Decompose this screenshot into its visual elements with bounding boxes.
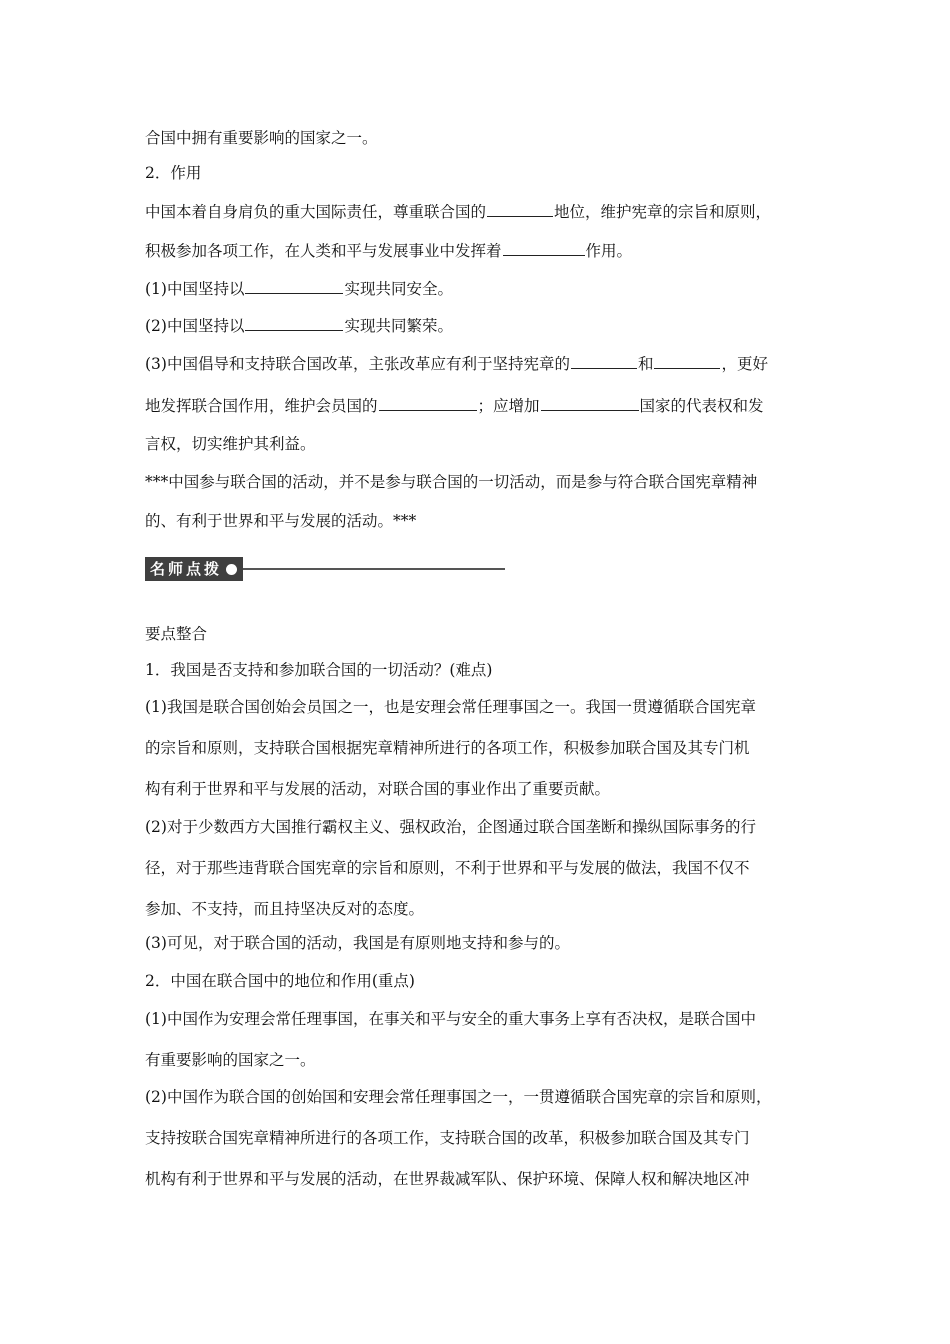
text-line: (2)对于少数西方大国推行霸权主义、强权政治，企图通过联合国垄断和操纵国际事务的行	[145, 818, 756, 836]
text-line: (2)中国作为联合国的创始国和安理会常任理事国之一，一贯遵循联合国宪章的宗旨和原则，	[145, 1088, 772, 1106]
text-segment: (1)中国坚持以	[145, 280, 245, 298]
fill-blank	[487, 201, 553, 217]
fill-blank	[379, 395, 477, 411]
note-line: 的、有利于世界和平与发展的活动。***	[145, 512, 417, 530]
banner-label-box	[145, 557, 243, 581]
text-line-with-blank	[145, 315, 453, 336]
question-heading: 2．中国在联合国中的地位和作用(重点)	[145, 972, 415, 990]
text-segment: 实现共同繁荣。	[344, 317, 453, 335]
text-segment: ，更好	[721, 355, 768, 373]
fill-blank	[245, 278, 343, 294]
text-segment: ；应增加	[477, 397, 540, 415]
fill-blank	[245, 315, 343, 331]
text-segment: 中国本着自身肩负的重大国际责任，尊重联合国的	[145, 203, 487, 221]
text-line: 参加、不支持，而且持坚决反对的态度。	[145, 900, 425, 918]
text-line-with-blank	[145, 201, 771, 222]
note-line: ***中国参与联合国的活动，并不是参与联合国的一切活动，而是参与符合联合国宪章精神	[145, 473, 758, 491]
text-segment: 国家的代表权和发	[639, 397, 764, 415]
fill-blank	[503, 240, 585, 256]
text-segment: 地发挥联合国作用，维护会员国的	[145, 397, 378, 415]
text-segment: 实现共同安全。	[344, 280, 453, 298]
text-line: 的宗旨和原则，支持联合国根据宪章精神所进行的各项工作，积极参加联合国及其专门机	[145, 739, 750, 757]
banner-label: 名师点拨	[150, 560, 223, 578]
text-line: (3)可见，对于联合国的活动，我国是有原则地支持和参与的。	[145, 934, 570, 952]
text-line: (1)中国作为安理会常任理事国，在事关和平与安全的重大事务上享有否决权，是联合国中	[145, 1010, 756, 1028]
text-segment: 地位，维护宪章的宗旨和原则，	[554, 203, 772, 221]
banner-rule-line	[243, 568, 505, 570]
text-line: 径，对于那些违背联合国宪章的宗旨和原则，不利于世界和平与发展的做法，我国不仅不	[145, 859, 750, 877]
text-line: 支持按联合国宪章精神所进行的各项工作，支持联合国的改革，积极参加联合国及其专门	[145, 1129, 750, 1147]
bullet-dot-icon	[226, 564, 237, 575]
text-line-with-blank	[145, 395, 764, 416]
text-line-with-blank	[145, 240, 632, 261]
text-line: 言权，切实维护其利益。	[145, 435, 316, 453]
subsection-heading: 要点整合	[145, 625, 208, 643]
fill-blank	[571, 353, 637, 369]
text-line: 机构有利于世界和平与发展的活动，在世界裁减军队、保护环境、保障人权和解决地区冲	[145, 1170, 750, 1188]
section-banner	[145, 557, 505, 581]
fill-blank	[541, 395, 639, 411]
text-line-with-blank	[145, 278, 453, 299]
text-segment: 和	[637, 355, 654, 373]
text-line: (1)我国是联合国创始会员国之一，也是安理会常任理事国之一。我国一贯遵循联合国宪章	[145, 698, 756, 716]
text-segment: (3)中国倡导和支持联合国改革，主张改革应有利于坚持宪章的	[145, 355, 570, 373]
text-line-with-blank	[145, 353, 768, 374]
text-segment: 积极参加各项工作，在人类和平与发展事业中发挥着	[145, 242, 502, 260]
text-line: 合国中拥有重要影响的国家之一。	[145, 129, 378, 147]
text-line: 构有利于世界和平与发展的活动，对联合国的事业作出了重要贡献。	[145, 780, 611, 798]
question-heading: 1．我国是否支持和参加联合国的一切活动？(难点)	[145, 661, 493, 679]
fill-blank	[654, 353, 720, 369]
text-segment: (2)中国坚持以	[145, 317, 245, 335]
text-line: 有重要影响的国家之一。	[145, 1051, 316, 1069]
text-segment: 作用。	[585, 242, 633, 260]
section-heading-role: 2．作用	[145, 164, 202, 182]
